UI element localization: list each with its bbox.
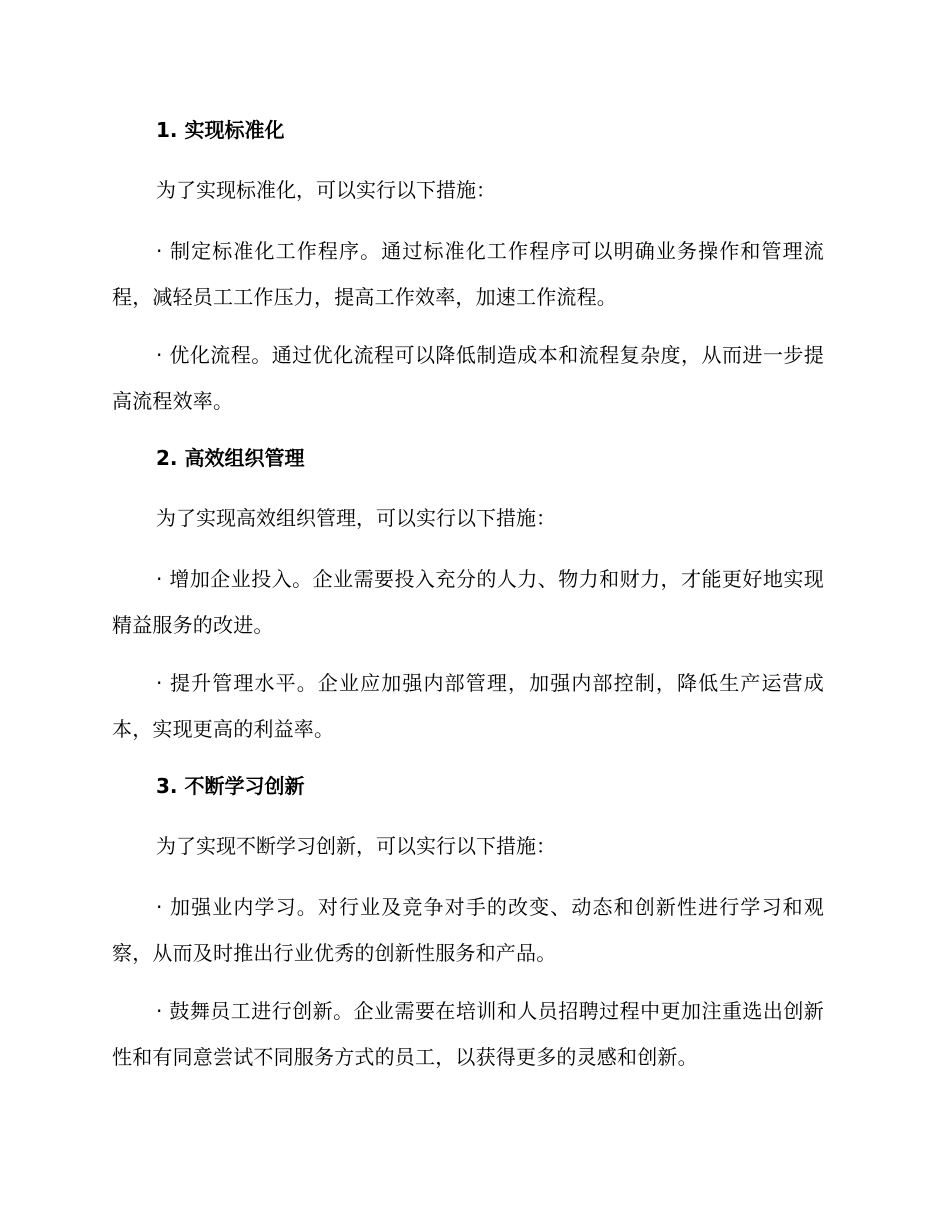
bullet-paragraph: · 提升管理水平。企业应加强内部管理，加强内部控制，降低生产运营成本，实现更高的利益率。	[112, 671, 824, 741]
section-standardization	[112, 108, 824, 424]
bullet-paragraph: · 优化流程。通过优化流程可以降低制造成本和流程复杂度，从而进一步提高流程效率。	[112, 343, 824, 413]
section-intro: 为了实现标准化，可以实行以下措施：	[156, 178, 496, 202]
section-intro: 为了实现不断学习创新，可以实行以下措施：	[156, 834, 556, 858]
bullet-paragraph: · 鼓舞员工进行创新。企业需要在培训和人员招聘过程中更加注重选出创新性和有同意尝试不同服务方式的员工，以获得更多的灵感和创新。	[112, 999, 824, 1069]
bullet-paragraph: · 加强业内学习。对行业及竞争对手的改变、动态和创新性进行学习和观察，从而及时推出行业优秀的创新性服务和产品。	[112, 895, 824, 965]
document-body	[112, 108, 824, 1092]
section-organization-management	[112, 436, 824, 752]
section-heading: 2. 高效组织管理	[156, 446, 305, 470]
section-heading: 3. 不断学习创新	[156, 774, 305, 798]
bullet-paragraph: · 制定标准化工作程序。通过标准化工作程序可以明确业务操作和管理流程，减轻员工工作压力，提高工作效率，加速工作流程。	[112, 239, 824, 309]
section-learning-innovation	[112, 764, 824, 1080]
section-heading: 1. 实现标准化	[156, 118, 285, 142]
bullet-paragraph: · 增加企业投入。企业需要投入充分的人力、物力和财力，才能更好地实现精益服务的改进。	[112, 567, 824, 637]
section-intro: 为了实现高效组织管理，可以实行以下措施：	[156, 506, 556, 530]
